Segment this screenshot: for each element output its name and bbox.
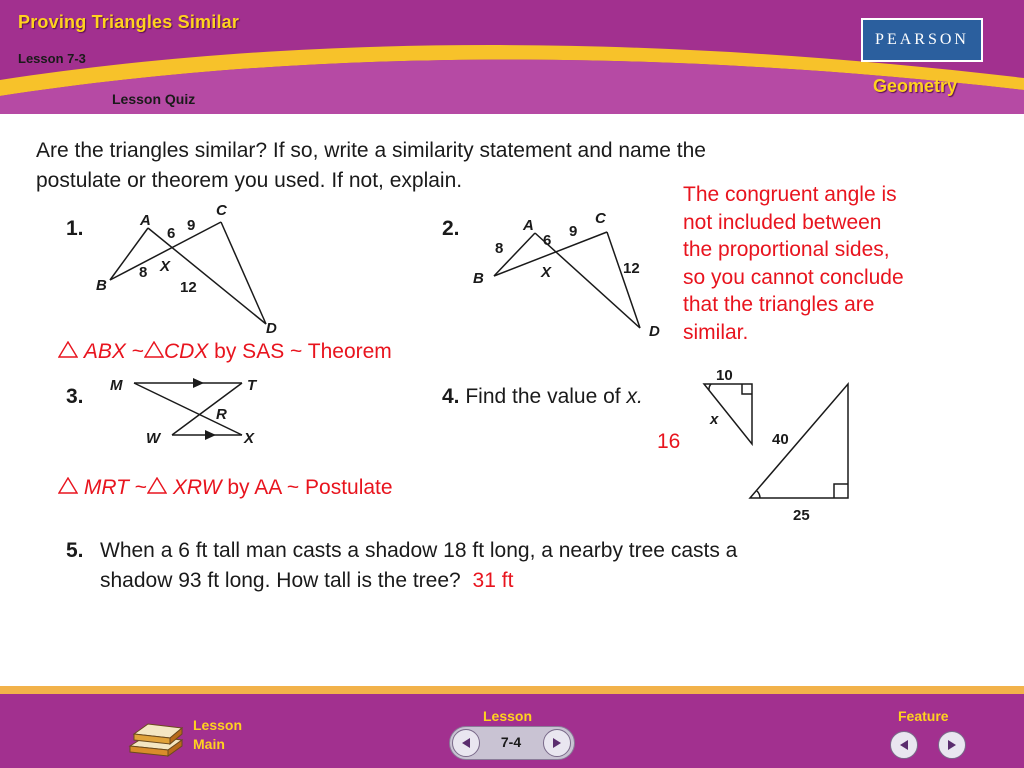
q4-answer: 16 (657, 430, 681, 453)
q2-answer-line: not included between (683, 210, 882, 234)
lesson-nav-label: Lesson (483, 708, 533, 724)
q2-answer-line: The congruent angle is (683, 183, 897, 206)
lesson-main-label-line-1: Lesson (193, 717, 243, 733)
footer-stripe (0, 686, 1024, 694)
q1-side-8: 8 (139, 264, 148, 281)
q2-side-12: 12 (623, 260, 640, 277)
q2-answer-line: so you cannot conclude (683, 265, 904, 289)
page-title: Proving Triangles Similar (18, 12, 240, 32)
q3-answer-reason: by AA ~ Postulate (227, 476, 393, 499)
q4-diagram (690, 362, 870, 528)
q4-question (442, 382, 643, 411)
q1-answer-reason: by SAS ~ Theorem (214, 340, 392, 363)
q4-side-x: x (710, 411, 719, 428)
q4-side-40: 40 (772, 431, 789, 448)
q3-label-r: R (216, 406, 227, 423)
q2-label-a: A (523, 217, 534, 234)
books-icon (126, 714, 188, 760)
q3-number: 3. (66, 385, 84, 408)
q1-answer-triangle-2: CDX (163, 340, 209, 363)
q3-label-x: X (244, 430, 255, 447)
triangle-right-icon (551, 737, 563, 749)
lesson-next-button[interactable] (543, 729, 571, 757)
triangle-symbol-icon (144, 341, 164, 358)
q3-label-t: T (247, 377, 257, 394)
q5-number: 5. (66, 539, 84, 562)
pearson-logo: PEARSON (861, 18, 983, 62)
q3-answer-triangle-2: XRW (172, 476, 222, 499)
lesson-prev-button[interactable] (452, 729, 480, 757)
q1-side-12: 12 (180, 279, 197, 296)
q3-answer (58, 473, 393, 502)
lesson-number-display: 7-4 (500, 734, 522, 750)
lesson-main-label-line-2: Main (193, 736, 225, 752)
triangle-symbol-icon (58, 341, 78, 358)
q5-text-line-2-text: shadow 93 ft long. How tall is the tree? (100, 569, 461, 592)
q3-label-w: W (146, 430, 161, 447)
q5-text-line-1: When a 6 ft tall man casts a shadow 18 ft long, a nearby tree casts a (100, 539, 738, 562)
q2-side-6: 6 (543, 232, 552, 249)
q1-label-d: D (266, 320, 277, 337)
q2-diagram (468, 206, 678, 346)
lesson-number: Lesson 7-3 (18, 51, 86, 66)
q2-label-x: X (541, 264, 552, 281)
q2-label-b: B (473, 270, 484, 287)
feature-nav-label: Feature (898, 708, 949, 724)
q3-label-m: M (110, 377, 123, 394)
q1-label-a: A (140, 212, 151, 229)
q1-answer-triangle-1: ABX (83, 340, 126, 363)
q1-answer (58, 337, 392, 366)
q3-answer-triangle-1: MRT (83, 476, 129, 499)
q1-label-x: X (160, 258, 171, 275)
triangle-left-icon (898, 739, 910, 751)
q4-side-25: 25 (793, 507, 810, 524)
q2-side-8: 8 (495, 240, 504, 257)
q1-label-c: C (216, 202, 227, 219)
q2-answer (683, 181, 904, 346)
q5-answer: 31 ft (472, 569, 514, 592)
q2-label-d: D (649, 323, 660, 340)
q2-answer-line: similar. (683, 320, 749, 344)
q1-diagram (90, 198, 300, 340)
triangle-symbol-icon (58, 477, 78, 494)
q2-answer-line: that the triangles are (683, 293, 875, 316)
triangle-left-icon (460, 737, 472, 749)
q4-text: Find the value of (465, 385, 621, 408)
triangle-right-icon (946, 739, 958, 751)
q2-number: 2. (442, 217, 460, 240)
q4-side-10: 10 (716, 367, 733, 384)
q1-label-b: B (96, 277, 107, 294)
lesson-main-button[interactable] (126, 712, 266, 762)
feature-prev-button[interactable] (890, 731, 918, 759)
section-label: Lesson Quiz (112, 91, 196, 107)
q4-variable: x. (626, 385, 643, 408)
q3-diagram (104, 368, 274, 448)
q2-label-c: C (595, 210, 606, 227)
q3-answer-similar-symbol: ~ (134, 476, 148, 499)
q1-side-6: 6 (167, 225, 176, 242)
q5-text-line-2 (100, 566, 513, 595)
quiz-prompt-line-2: postulate or theorem you used. If not, explain. (36, 169, 463, 192)
q4-number: 4. (442, 385, 460, 408)
subject-label: Geometry (873, 76, 958, 96)
quiz-prompt-line-1: Are the triangles similar? If so, write a similarity statement and name the (36, 139, 706, 162)
feature-next-button[interactable] (938, 731, 966, 759)
q1-answer-similar-symbol: ~ (131, 340, 144, 363)
q1-side-9: 9 (187, 217, 196, 234)
triangle-symbol-icon (147, 477, 167, 494)
q2-answer-line: the proportional sides, (683, 238, 890, 261)
q1-number: 1. (66, 217, 84, 240)
q2-side-9: 9 (569, 223, 578, 240)
